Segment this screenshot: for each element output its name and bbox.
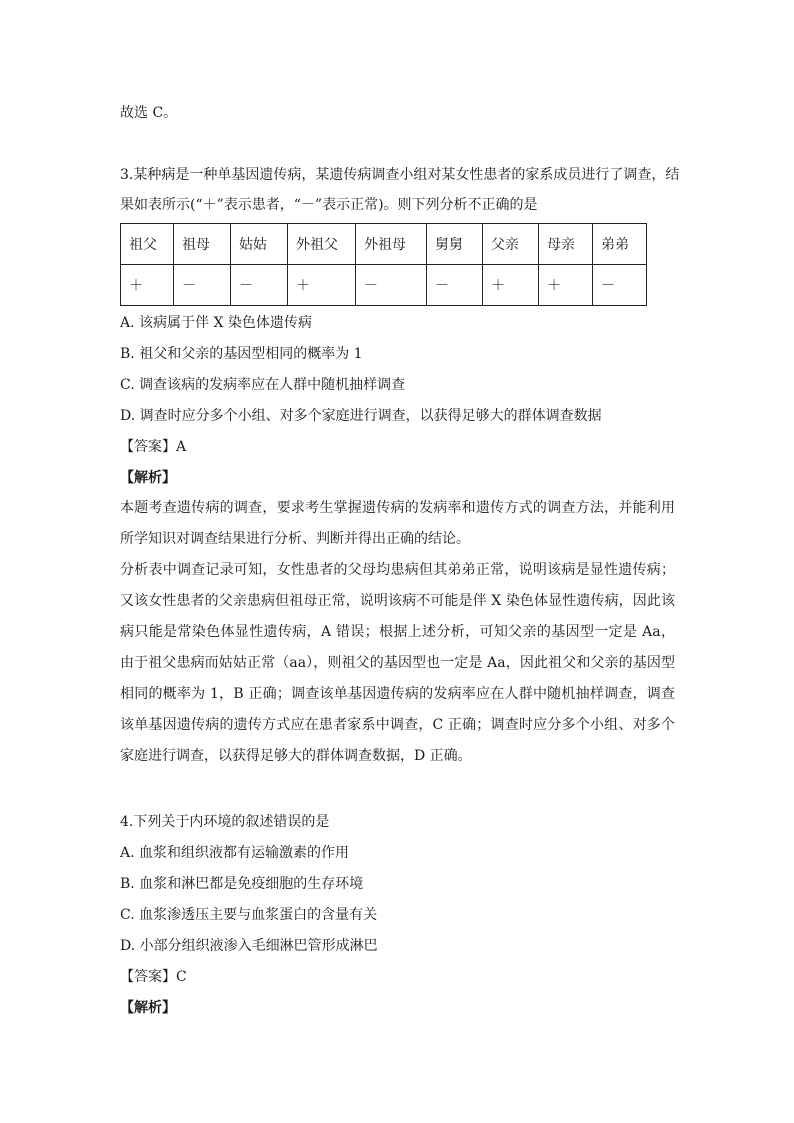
table-header-cell: 母亲 bbox=[539, 224, 593, 265]
q3-option-a: A. 该病属于伴 X 染色体遗传病 bbox=[120, 315, 312, 331]
table-value-cell: － bbox=[231, 265, 288, 306]
table-header-cell: 外祖父 bbox=[288, 224, 356, 265]
q4-analysis-label: 【解析】 bbox=[120, 1000, 176, 1016]
table-value-cell: － bbox=[174, 265, 231, 306]
q3-option-c: C. 调查该病的发病率应在人群中随机抽样调查 bbox=[120, 377, 406, 393]
q3-option-b: B. 祖父和父亲的基因型相同的概率为 1 bbox=[120, 346, 363, 362]
q3-answer: 【答案】A bbox=[120, 439, 187, 455]
q3-analysis-paragraph-1: 本题考查遗传病的调查，要求考生掌握遗传病的发病率和遗传方式的调查方法，并能利用所学知识对调查结果进行分析、判断并得出正确的结论。 bbox=[120, 500, 675, 547]
table-value-cell: ＋ bbox=[288, 265, 356, 306]
table-header-cell: 弟弟 bbox=[593, 224, 647, 265]
table-header-cell: 祖父 bbox=[121, 224, 174, 265]
q4-option-c: C. 血浆渗透压主要与血浆蛋白的含量有关 bbox=[120, 907, 378, 923]
q3-stem-line1: 3.某种病是一种单基因遗传病，某遗传病调查小组对某女性患者的家系成员进行了调查，结 bbox=[120, 167, 680, 183]
q3-analysis-label: 【解析】 bbox=[120, 470, 176, 486]
table-value-cell: ＋ bbox=[121, 265, 174, 306]
previous-conclusion: 故选 C。 bbox=[120, 105, 178, 121]
table-header-cell: 祖母 bbox=[174, 224, 231, 265]
q4-option-d: D. 小部分组织液渗入毛细淋巴管形成淋巴 bbox=[120, 938, 378, 954]
q4-stem: 4.下列关于内环境的叙述错误的是 bbox=[120, 814, 330, 830]
table-value-cell: － bbox=[427, 265, 483, 306]
table-header-cell: 外祖母 bbox=[356, 224, 427, 265]
q3-option-d: D. 调查时应分多个小组、对多个家庭进行调查，以获得足够大的群体调查数据 bbox=[120, 408, 602, 424]
q4-option-a: A. 血浆和组织液都有运输激素的作用 bbox=[120, 845, 350, 861]
table-value-cell: ＋ bbox=[483, 265, 539, 306]
table-header-cell: 舅舅 bbox=[427, 224, 483, 265]
q3-table bbox=[120, 223, 647, 306]
q4-answer: 【答案】C bbox=[120, 969, 187, 985]
table-value-cell: － bbox=[593, 265, 647, 306]
table-header-cell: 父亲 bbox=[483, 224, 539, 265]
q4-option-b: B. 血浆和淋巴都是免疫细胞的生存环境 bbox=[120, 876, 364, 892]
table-value-cell: ＋ bbox=[539, 265, 593, 306]
q3-analysis-paragraph-2: 分析表中调查记录可知，女性患者的父母均患病但其弟弟正常，说明该病是显性遗传病；又该女性患者的父亲患病但祖母正常，说明该病不可能是伴 X 染色体显性遗传病，因此该病只能是常染色体显性遗传病，A 错误；根据上述分析，可知父亲的基因型一定是 Aa，由于祖父患病而姑姑正常（aa），则祖父的基因型也一定是 Aa，因此祖父和父亲的基因型相同的概率为 1，B 正确；调查该单基因遗传病的发病率应在人群中随机抽样调查，调查该单基因遗传病的遗传方式应在患者家系中调查，C 正确；调查时应分多个小组、对多个家庭进行调查，以获得足够大的群体调查数据，D 正确。 bbox=[120, 562, 675, 764]
q3-table-header-row bbox=[121, 224, 647, 265]
q3-table-value-row bbox=[121, 265, 647, 306]
q3-stem-line2: 果如表所示(“＋”表示患者，“－”表示正常)。则下列分析不正确的是 bbox=[120, 197, 538, 213]
table-value-cell: － bbox=[356, 265, 427, 306]
table-header-cell: 姑姑 bbox=[231, 224, 288, 265]
